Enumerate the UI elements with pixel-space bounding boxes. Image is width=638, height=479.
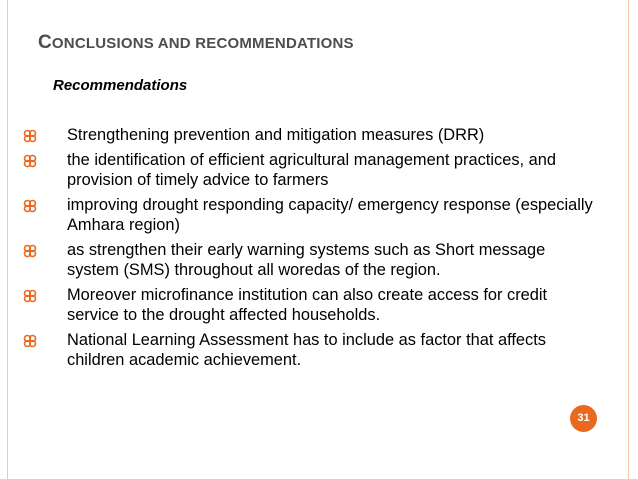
bullet-line-2: Amhara region) [67,216,180,234]
bullet-line-1: the identification of efficient agricultural management practices, and [67,150,556,169]
bullet-list [22,125,622,375]
clover-bullet-icon [23,334,37,348]
clover-bullet-icon [23,154,37,168]
slide-subtitle: Recommendations [53,77,188,94]
title-first-letter: C [38,32,52,53]
slide-border-left [7,0,8,479]
bullet-item [22,330,622,371]
bullet-line-2: system (SMS) throughout all woredas of the region. [67,261,441,279]
clover-bullet-icon [23,289,37,303]
clover-bullet-icon [23,129,37,143]
bullet-item [22,195,622,236]
slide-title [38,32,354,54]
bullet-line-1: Moreover microfinance institution can also create access for credit [67,285,548,304]
slide-border-right [628,0,629,479]
bullet-line-1: improving drought responding capacity/ emergency response (especially [67,195,593,214]
bullet-line-1: National Learning Assessment has to include as factor that affects [67,330,546,349]
page-number-badge: 31 [570,405,597,432]
bullet-item [22,125,622,146]
title-rest: ONCLUSIONS AND RECOMMENDATIONS [51,35,354,52]
bullet-line-1: as strengthen their early warning systems such as Short message [67,240,546,259]
bullet-item [22,285,622,326]
bullet-item [22,240,622,281]
bullet-line-2: children academic achievement. [67,351,302,369]
bullet-item [22,150,622,191]
bullet-line-1: Strengthening prevention and mitigation measures (DRR) [67,126,485,144]
bullet-line-2: service to the drought affected households. [67,306,381,324]
clover-bullet-icon [23,244,37,258]
clover-bullet-icon [23,199,37,213]
bullet-line-2: provision of timely advice to farmers [67,171,329,189]
